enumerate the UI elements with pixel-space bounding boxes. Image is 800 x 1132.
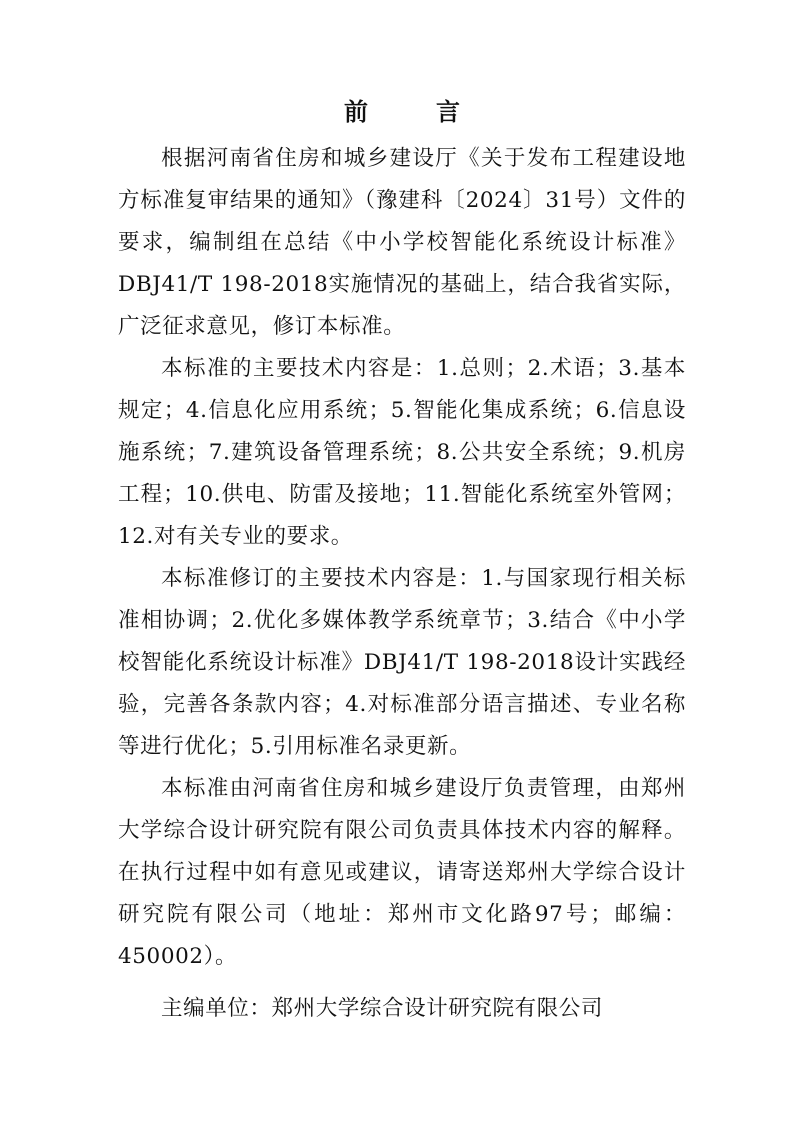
paragraph-revision-content: 本标准修订的主要技术内容是：1.与国家现行相关标准相协调；2.优化多媒体教学系统章节；3.结合《中小学校智能化系统设计标准》DBJ41/T 198-2018设计实践经验，完善各条款内容；4.对标准部分语言描述、专业名称等进行优化；5.引用标准名录更新。 [118,566,686,759]
paragraph-management: 本标准由河南省住房和城乡建设厅负责管理，由郑州大学综合设计研究院有限公司负责具体技术内容的解释。在执行过程中如有意见或建议，请寄送郑州大学综合设计研究院有限公司（地址：郑州市文化路97号；邮编：450002）。 [118,776,686,969]
page-title: 前 言 [344,98,482,126]
document-page [118,92,686,1030]
paragraph-basis: 根据河南省住房和城乡建设厅《关于发布工程建设地方标准复审结果的通知》（豫建科〔2024〕31号）文件的要求，编制组在总结《中小学校智能化系统设计标准》DBJ41/T 198-2018实施情况的基础上，结合我省实际，广泛征求意见，修订本标准。 [118,146,686,339]
paragraph-main-content: 本标准的主要技术内容是：1.总则；2.术语；3.基本规定；4.信息化应用系统；5.智能化集成系统；6.信息设施系统；7.建筑设备管理系统；8.公共安全系统；9.机房工程；10.供电、防雷及接地；11.智能化系统室外管网；12.对有关专业的要求。 [118,356,686,549]
chief-editor-unit: 主编单位：郑州大学综合设计研究院有限公司 [161,996,604,1021]
